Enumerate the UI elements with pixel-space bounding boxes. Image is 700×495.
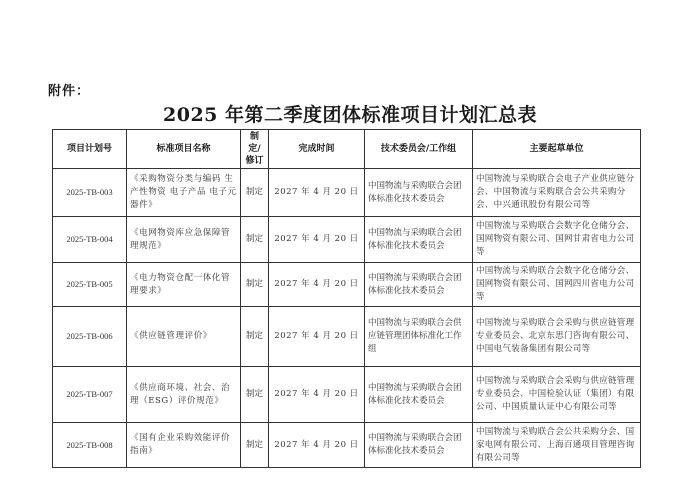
cell-standard-name: 《采购物资分类与编码 生产性物资 电子产品 电子元器件》 (127, 169, 241, 217)
cell-type: 制定 (241, 307, 269, 367)
cell-type: 制定 (241, 367, 269, 423)
cell-completion-date: 2027 年 4 月 20 日 (269, 169, 365, 217)
cell-drafting-org: 中国物流与采购联合会数字化仓储分会、国网物资有限公司、国网甘肃省电力公司等 (473, 217, 641, 263)
cell-standard-name: 《电力物资仓配一体化管理要求》 (127, 263, 241, 307)
table-row (53, 307, 641, 367)
cell-committee: 中国物流与采购联合会团体标准化技术委员会 (365, 423, 473, 468)
cell-standard-name: 《国有企业采购效能评价指南》 (127, 423, 241, 468)
cell-standard-name: 《供应商环境、社会、治理（ESG）评价规范》 (127, 367, 241, 423)
cell-drafting-org: 中国物流与采购联合会采购与供应链管理专业委员会、北京东思门咨询有限公司、中国电气装备集团有限公司等 (473, 307, 641, 367)
cell-plan-no: 2025-TB-005 (53, 263, 127, 307)
table-row (53, 367, 641, 423)
header-committee: 技术委员会/工作组 (365, 130, 473, 169)
cell-committee: 中国物流与采购联合会团体标准化技术委员会 (365, 169, 473, 217)
cell-drafting-org: 中国物流与采购联合会采购与供应链管理专业委员会、中国检验认证（集团）有限公司、中国质量认证中心有限公司等 (473, 367, 641, 423)
document-title: 2025 年第二季度团体标准项目计划汇总表 (163, 104, 537, 126)
cell-committee: 中国物流与采购联合会供应链管理团体标准化工作组 (365, 307, 473, 367)
cell-plan-no: 2025-TB-006 (53, 307, 127, 367)
cell-type: 制定 (241, 217, 269, 263)
table-row (53, 423, 641, 468)
cell-completion-date: 2027 年 4 月 20 日 (269, 423, 365, 468)
cell-completion-date: 2027 年 4 月 20 日 (269, 367, 365, 423)
table-row (53, 217, 641, 263)
header-plan-no: 项目计划号 (53, 130, 127, 169)
cell-plan-no: 2025-TB-003 (53, 169, 127, 217)
header-type: 制定/ 修订 (241, 130, 269, 169)
table-header-row (53, 130, 641, 169)
header-drafting-org: 主要起草单位 (473, 130, 641, 169)
attachment-label: 附件： (48, 84, 91, 99)
cell-committee: 中国物流与采购联合会团体标准化技术委员会 (365, 367, 473, 423)
cell-drafting-org: 中国物流与采购联合会数字化仓储分会、国网物资有限公司、国网四川省电力公司等 (473, 263, 641, 307)
header-standard-name: 标准项目名称 (127, 130, 241, 169)
cell-standard-name: 《电网物资库应急保障管理规范》 (127, 217, 241, 263)
cell-committee: 中国物流与采购联合会团体标准化技术委员会 (365, 263, 473, 307)
cell-type: 制定 (241, 263, 269, 307)
table-row (53, 263, 641, 307)
cell-drafting-org: 中国物流与采购联合会公共采购分会、国家电网有限公司、上海百通项目管理咨询有限公司等 (473, 423, 641, 468)
cell-type: 制定 (241, 169, 269, 217)
cell-plan-no: 2025-TB-008 (53, 423, 127, 468)
cell-plan-no: 2025-TB-004 (53, 217, 127, 263)
cell-plan-no: 2025-TB-007 (53, 367, 127, 423)
cell-completion-date: 2027 年 4 月 20 日 (269, 263, 365, 307)
table-row (53, 169, 641, 217)
plan-table (52, 129, 641, 468)
cell-completion-date: 2027 年 4 月 20 日 (269, 217, 365, 263)
header-completion-date: 完成时间 (269, 130, 365, 169)
cell-completion-date: 2027 年 4 月 20 日 (269, 307, 365, 367)
cell-type: 制定 (241, 423, 269, 468)
cell-committee: 中国物流与采购联合会团体标准化技术委员会 (365, 217, 473, 263)
cell-standard-name: 《供应链管理评价》 (127, 307, 241, 367)
cell-drafting-org: 中国物流与采购联合会电子产业供应链分会、中国物流与采购联合会公共采购分会、中兴通讯股份有限公司等 (473, 169, 641, 217)
